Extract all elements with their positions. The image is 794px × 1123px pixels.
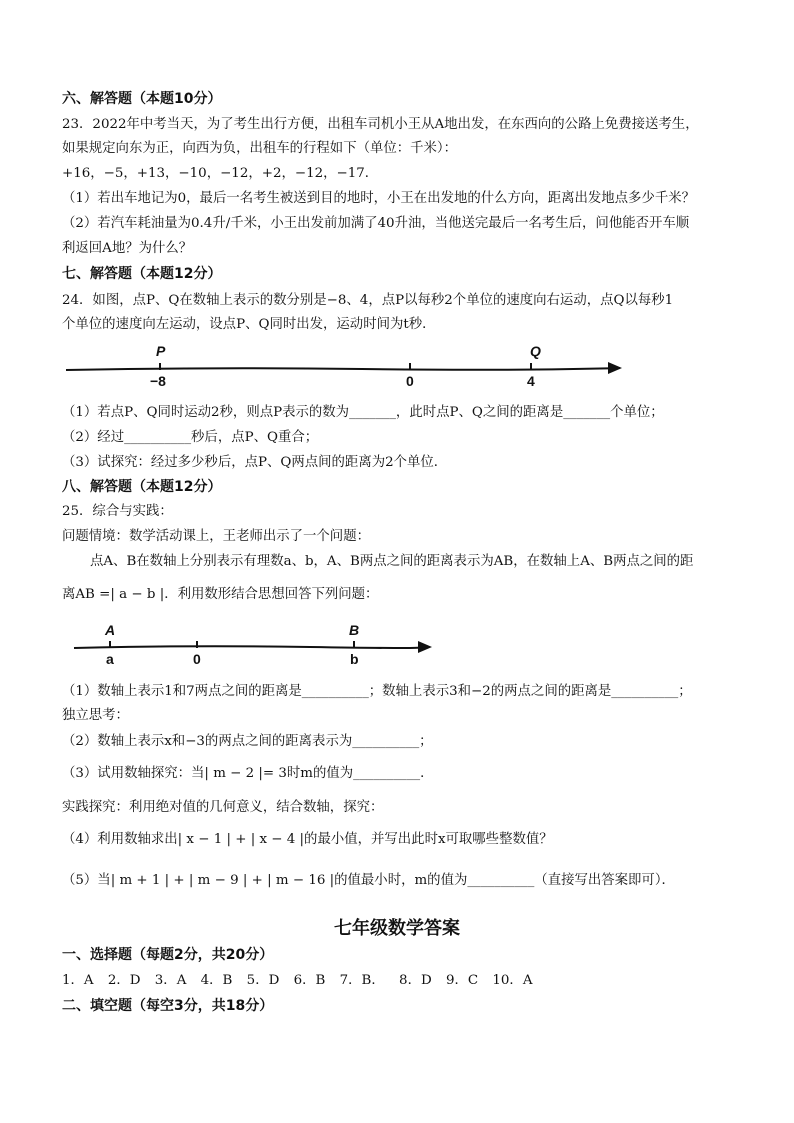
problem-25-line-2: 问题情境：数学活动课上，王老师出示了一个问题：: [62, 529, 370, 544]
problem-24-line-1: 24．如图，点P、Q在数轴上表示的数分别是−8、4，点P以每秒2个单位的速度向右运动，点Q以每秒1: [62, 293, 674, 308]
tick-label-zero: 0: [193, 651, 201, 667]
number-line-ab-graphic: [70, 620, 440, 670]
answers-choice-list: [62, 972, 543, 990]
point-q-label: Q: [530, 343, 541, 359]
problem-24-q3: （3）试探究：经过多少秒后，点P、Q两点间的距离为2个单位．: [62, 455, 448, 470]
problem-25-line-4: 离AB =| a − b |．利用数形结合思想回答下列问题：: [62, 587, 379, 602]
tick-label-minus-8: −8: [150, 373, 166, 389]
point-a-label: A: [105, 622, 116, 638]
answer-item: 8．D: [399, 973, 432, 988]
point-b-label: B: [349, 622, 360, 638]
problem-23-q2: （2）若汽车耗油量为0.4升/千米，小王出发前加满了40升油，当他送完最后一名考生后，问他能否开车顺: [62, 216, 690, 231]
answer-item: 10．A: [492, 973, 533, 988]
tick-label-a: a: [106, 651, 114, 667]
problem-24-line-2: 个单位的速度向左运动，设点P、Q同时出发，运动时间为t秒．: [62, 317, 436, 332]
problem-23-data: +16，−5，+13，−10，−12，+2，−12，−17．: [62, 166, 379, 181]
answer-item: 1．A: [62, 973, 94, 988]
problem-23-q1: （1）若出车地记为0，最后一名考生被送到目的地时，小王在出发地的什么方向，距离出发地点多少千米？: [62, 191, 696, 206]
answer-item: 4．B: [200, 973, 233, 988]
problem-23-line-1: 23．2022年中考当天，为了考生出行方便，出租车司机小王从A地出发，在东西向的公路上免费接送考生，: [62, 117, 699, 132]
problem-25-q4: （4）利用数轴求出| x − 1 | + | x − 4 |的最小值，并写出此时x可取哪些整数值？: [62, 832, 553, 847]
problem-24-q1: （1）若点P、Q同时运动2秒，则点P表示的数为_______，此时点P、Q之间的距离是_______个单位；: [62, 405, 664, 420]
practice-explore-label: 实践探究：利用绝对值的几何意义，结合数轴，探究：: [62, 800, 384, 815]
problem-24-q2: （2）经过__________秒后，点P、Q重合；: [62, 430, 319, 445]
problem-25-q5: （5）当| m + 1 | + | m − 9 | + | m − 16 |的值最小时，m的值为__________（直接写出答案即可）．: [62, 873, 675, 888]
independent-thinking-label: 独立思考：: [62, 708, 129, 723]
number-line-pq: [62, 340, 632, 390]
problem-25-q1: （1）数轴上表示1和7两点之间的距离是__________；数轴上表示3和−2的两点之间的距离是__________；: [62, 684, 692, 699]
tick-label-4: 4: [527, 373, 535, 389]
problem-25-line-3: 点A、B在数轴上分别表示有理数a、b，A、B两点之间的距离表示为AB，在数轴上A、B两点之间的距: [90, 554, 694, 569]
answers-section-1-heading: 一、选择题（每题2分，共20分）: [62, 947, 274, 963]
problem-25-q3: （3）试用数轴探究：当| m − 2 |= 3时m的值为__________．: [62, 766, 434, 781]
problem-25-line-1: 25．综合与实践：: [62, 504, 173, 519]
answer-key-title: 七年级数学答案: [334, 918, 460, 939]
answer-item: 7．B．: [339, 973, 385, 988]
section-8-heading: 八、解答题（本题12分）: [62, 479, 222, 495]
section-6-heading: 六、解答题（本题10分）: [62, 91, 222, 107]
problem-23-line-2: 如果规定向东为正，向西为负，出租车的行程如下（单位：千米）：: [62, 141, 458, 156]
tick-label-b: b: [350, 651, 359, 667]
problem-23-q2-cont: 利返回A地？为什么？: [62, 241, 193, 256]
section-7-heading: 七、解答题（本题12分）: [62, 266, 222, 282]
answer-item: 9．C: [445, 973, 479, 988]
tick-label-zero: 0: [406, 373, 414, 389]
number-line-pq-graphic: [62, 340, 632, 390]
problem-25-q2: （2）数轴上表示x和−3的两点之间的距离表示为__________；: [62, 734, 433, 749]
point-p-label: P: [156, 343, 166, 359]
answer-item: 2．D: [107, 973, 141, 988]
answer-item: 5．D: [246, 973, 280, 988]
answers-section-2-heading: 二、填空题（每空3分，共18分）: [62, 998, 274, 1014]
answer-item: 3．A: [154, 973, 187, 988]
answer-item: 6．B: [293, 973, 326, 988]
number-line-ab: [70, 620, 440, 670]
